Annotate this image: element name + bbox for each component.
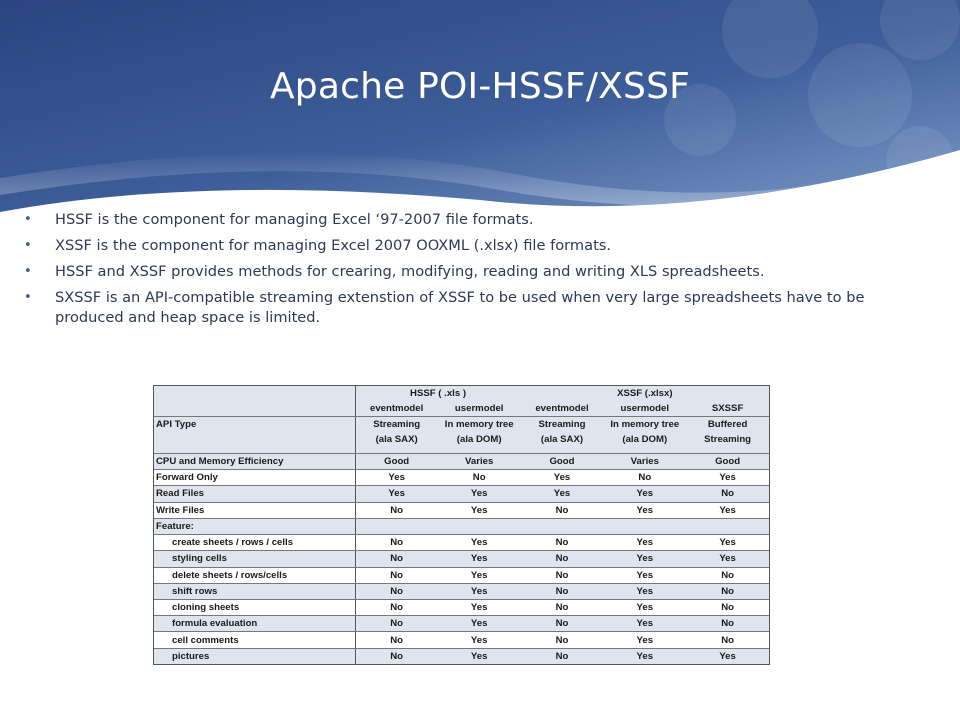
- bullet-icon: •: [24, 264, 32, 279]
- table-row: styling cells No Yes No Yes Yes: [154, 551, 769, 567]
- group-header-hssf: HSSF ( .xls ): [355, 386, 521, 401]
- table-row: pictures No Yes No Yes Yes: [154, 648, 769, 664]
- api-type-cell: (ala DOM): [438, 432, 521, 447]
- bullet-item: • HSSF is the component for managing Excel ‘97-2007 file formats.: [24, 211, 534, 228]
- bullet-item: • XSSF is the component for managing Excel 2007 OOXML (.xlsx) file formats.: [24, 237, 612, 254]
- api-type-cell: Streaming: [686, 432, 769, 447]
- bullet-item: • SXSSF is an API-compatible streaming extenstion of XSSF to be used when very large spreadsheets have to be produced and heap space is limited.: [24, 289, 865, 326]
- api-type-cell: Streaming: [355, 416, 438, 432]
- api-type-cell: (ala DOM): [603, 432, 686, 447]
- api-type-cell: In memory tree: [603, 416, 686, 432]
- table-row: [154, 518, 769, 534]
- table-row: Read Files Yes Yes Yes Yes No: [154, 486, 769, 502]
- model-header: usermodel: [603, 401, 686, 417]
- comparison-table: [153, 385, 770, 665]
- slide-title: Apache POI-HSSF/XSSF: [269, 66, 691, 107]
- title-banner: [0, 0, 960, 215]
- table-row: delete sheets / rows/cells No Yes No Yes No: [154, 567, 769, 583]
- api-type-cell: (ala SAX): [355, 432, 438, 447]
- table-row: cloning sheets No Yes No Yes No: [154, 600, 769, 616]
- table-row: CPU and Memory Efficiency Good Varies Good Varies Good: [154, 453, 769, 469]
- table-row: shift rows No Yes No Yes No: [154, 583, 769, 599]
- table-row: Forward Only Yes No Yes No Yes: [154, 470, 769, 486]
- api-type-cell: (ala SAX): [521, 432, 604, 447]
- table-row: cell comments No Yes No Yes No: [154, 632, 769, 648]
- model-header: eventmodel: [355, 401, 438, 417]
- table-row: create sheets / rows / cells No Yes No Yes Yes: [154, 535, 769, 551]
- model-header: usermodel: [438, 401, 521, 417]
- table-row: Write Files No Yes No Yes Yes: [154, 502, 769, 518]
- bullet-icon: •: [24, 238, 32, 253]
- api-type-cell: Streaming: [521, 416, 604, 432]
- table-row: formula evaluation No Yes No Yes No: [154, 616, 769, 632]
- feature-label: Feature:: [154, 518, 355, 534]
- group-header-xssf: XSSF (.xlsx): [521, 386, 769, 401]
- api-type-cell: Buffered: [686, 416, 769, 432]
- bullet-icon: •: [24, 290, 32, 305]
- api-type-cell: In memory tree: [438, 416, 521, 432]
- bullet-list: [24, 210, 924, 334]
- bullet-item: • HSSF and XSSF provides methods for crearing, modifying, reading and writing XLS spreadsheets.: [24, 263, 765, 280]
- model-header: SXSSF: [686, 401, 769, 417]
- bullet-icon: •: [24, 212, 32, 227]
- model-header: eventmodel: [521, 401, 604, 417]
- api-type-label: API Type: [154, 416, 355, 432]
